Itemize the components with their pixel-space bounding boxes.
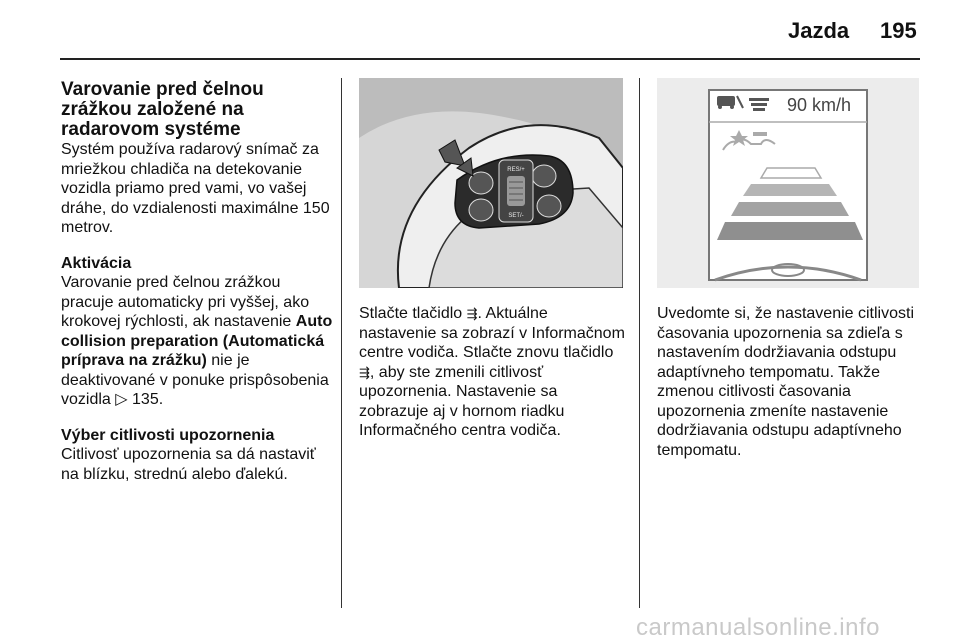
instruction-text-3: , aby ste zmenili citlivosť upozornenia. Nastavenie sa zobrazuje aj v hornom riadku Informačného centra vodiča.	[359, 363, 565, 439]
distance-button-icon-2: ⇶	[359, 364, 370, 380]
column-1	[61, 80, 333, 484]
wheel-button-set-label: SET/-	[508, 213, 524, 219]
sensitivity-heading: Výber citlivosti upozornenia	[61, 426, 275, 444]
section-heading: Varovanie pred čelnou zrážkou založené na radarovom systéme	[61, 79, 264, 140]
distance-button-icon: ⇶	[466, 306, 478, 321]
steering-wheel-illustration	[359, 78, 623, 288]
activation-text-1: Varovanie pred čelnou zrážkou pracuje automaticky pri vyššej, ako krokovej rýchlosti, ak nastavenie	[61, 274, 310, 330]
instruction-text-1: Stlačte tlačidlo	[359, 305, 463, 322]
header-divider	[60, 58, 920, 60]
instruction-text-2: . Aktuálne nastavenie sa zobrazí v Informačnom centre vodiča. Stlačte znovu tlačidlo	[359, 305, 625, 361]
column-divider-1	[341, 78, 342, 608]
button-instructions	[359, 304, 629, 441]
sensitivity-note: Uvedomte si, že nastavenie citlivosti časovania upozornenia sa zdieľa s nastavením dodržiavania odstupu adaptívneho tempomatu. Takže zmenou citlivosti časovania upozornenia zmeníte nastavenie dodržiavania odstupu adaptívneho tempomatu.	[657, 305, 914, 459]
column-divider-2	[639, 78, 640, 608]
intro-paragraph: Systém používa radarový snímač za mriežkou chladiča na detekovanie vozidla priamo pred vami, vo vašej dráhe, do vzdialenosti maximálne 150 metrov.	[61, 141, 330, 236]
watermark: carmanualsonline.info	[636, 614, 880, 641]
activation-text-2: nie je deaktivované v ponuke prispôsobenia vozidla	[61, 352, 329, 408]
activation-setting-name: Auto collision preparation (Automatická príprava na zrážku)	[61, 313, 333, 369]
column-3	[657, 304, 927, 460]
activation-paragraph	[61, 273, 333, 410]
column-2	[359, 304, 629, 441]
activation-heading: Aktivácia	[61, 254, 132, 272]
speed-readout: 90 km/h	[787, 95, 852, 115]
driver-info-display-illustration	[657, 78, 919, 288]
page-reference-icon: ▷	[115, 391, 128, 408]
page-number: 195	[880, 18, 917, 43]
steering-wheel-figure	[359, 78, 623, 288]
page-reference: 135.	[132, 391, 164, 408]
sensitivity-paragraph: Citlivosť upozornenia sa dá nastaviť na blízku, strednú alebo ďalekú.	[61, 446, 316, 483]
driver-info-display-figure	[657, 78, 919, 288]
page-header-title: Jazda	[788, 18, 850, 43]
wheel-button-res-label: RES/+	[507, 167, 525, 173]
